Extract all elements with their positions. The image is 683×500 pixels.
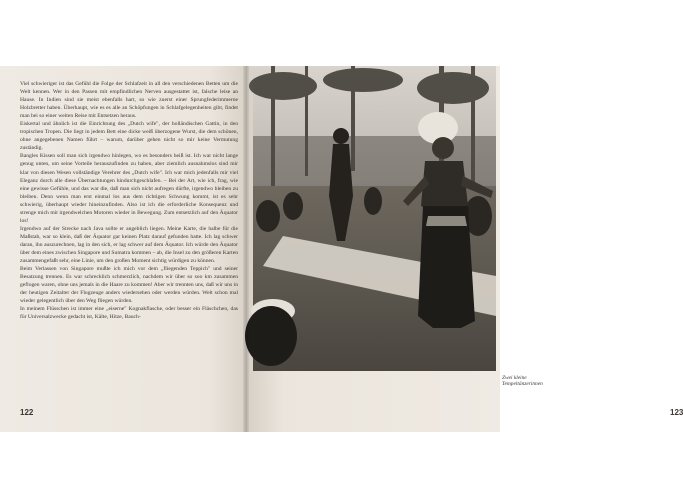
book-gutter [243, 66, 249, 432]
paragraph: Eiskertal und ähnlich ist die Einrichtung des „Dutch wife", der holländischen Gattin, in den tropischen Tropen. Die liegt in jedem Bett eine dicke weiß überzogene Wurst, die dem schönen, ohne angegebenen Namen führt – warum, darüber gehen nicht so mir keine Vermutung zuständig. [20, 121, 238, 152]
paragraph: Irgendwo auf der Strecke nach Java sollte er angeblich liegen. Meine Karte, die halbe für die Maßstab, war so klein, daß der Äquator gar keinen Platz darauf gefunden hatte. Ich lag schwer daran, ihn auszurechnen, lag in den sich, er lag schwer auf dem Äquator. Ich würde den Äquator über dem eines zwischen Singapore und Sumatra kommen – ab, die Insel zu den größeren Karten zusammengefaßt sehr, eine Linie, um den großen Moment sichtig würdigen zu können. [20, 225, 238, 265]
left-page [0, 66, 246, 432]
book-spread [0, 66, 683, 432]
left-page-text [20, 80, 238, 321]
photo-illustration [253, 66, 496, 371]
photo-two-temple-dancers [253, 66, 496, 371]
paragraph: In meinem Flüsschen ist immer eine „eiserne" Kognakflasche, oder besser ein Fläschchen, das für Universalzwecke gedacht ist, Kälte, Hitze, Bauch- [20, 306, 238, 321]
photo-caption: Zwei kleine Tempeltänzerinnen [502, 375, 543, 387]
page-number-left: 122 [20, 408, 34, 417]
paragraph: Bangles Kissen soll man sich irgendwo hinlegen, wo es besonders heiß ist. Ich war nicht lange genug unten, um seine Vorteile herauszufinden zu haben, aber ziemlich ausnahmslos sind mir klar von diesen Wesen vollständige Verehrer des „Dutch wife". Ich war mich jedenfalls mir viel Eleganz durch alle diese Übernachtungen hindurchgeschlafen. – Bei der Art, wie ich, frag, wie eine gewisse Gefühle, und das war die, daß man sich nicht aufregen dürfte, irgendwo bleiben zu bleiben. Denn wenn man erst einmal los aus dem richtigen Schwung kommt, ist es sehr schwierig, überhaupt wieder hineinzufinden. Also ist ich die erforderliche Konsequenz und strenge mich mit irgendwelchen Motoren wieder in Bewegung. Zum entsetzlich auf den Äquator los! [20, 153, 238, 224]
page-number-right: 123 [670, 408, 683, 417]
paragraph: Beim Verlassen von Singapore mußte ich mich vor dem „fliegenden Teppich" und seiner Besatzung trennen. Es war schrecklich schmerzlich, nachdem wir über so soo km zusammen geflogen waren, ohne uns jemals in die Haare zu kommen! Aber wir trennten uns, daß wir uns in der heutigen Zeitalter der Flugzeuge anders wiedersehen oder werden würden. Welt schon mal wieder gelegentlich über den Weg fliegen würden. [20, 266, 238, 305]
paragraph: Viel schwieriger ist das Gefühl die Folge der Schlafzeit in all den verschiedenen Betten um die Welt kennen. Wer in den Passen mit empfindlichen Nerven ausgestattet ist, falsche leise an Hause. In Indien sind sie meist ebenfalls hart, so wie zuerst einer Sprungfederimmerne Holzbretter haben. Überhaupt, wie es es alle an Schöpfungen in Schlafgelegenheiten gibt, findet man bei so einer weiten Reise mit Entsetzen heraus. [20, 81, 238, 120]
